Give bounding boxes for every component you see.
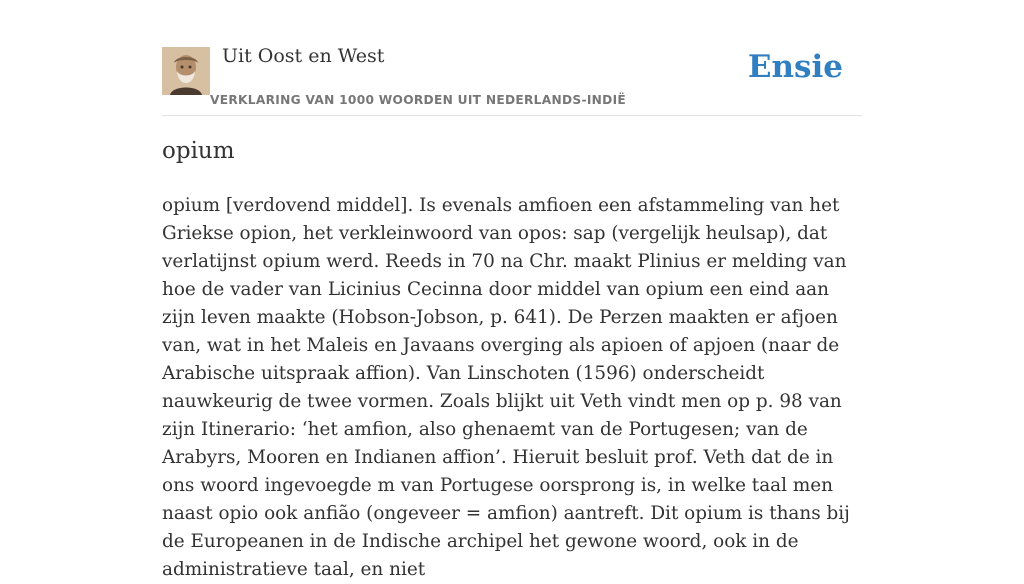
ensie-logo-link[interactable]: Ensie <box>747 49 843 85</box>
source-title[interactable]: Uit Oost en West <box>222 45 385 67</box>
source-subtitle: VERKLARING VAN 1000 WOORDEN UIT NEDERLANDS-INDIË <box>210 93 627 107</box>
entry-title: opium <box>162 138 235 164</box>
entry-body: opium [verdovend middel]. Is evenals amfioen een afstammeling van het Griekse opion, het verkleinwoord van opos: sap (vergelijk heulsap), dat verlatijnst opium werd. Reeds in 70 na Chr. maakt Plinius er melding van hoe de vader van Licinius Cecinna door middel van opium een eind aan zijn leven maakte (Hobson-Jobson, p. 641). De Perzen maakten er afjoen van, wat in het Maleis en Javaans overging als apioen of apjoen (naar de Arabische uitspraak affion). Van Linschoten (1596) onderscheidt nauwkeurig de twee vormen. Zoals blijkt uit Veth vindt men op p. 98 van zijn Itinerario: ‘het amfion, also ghenaemt van de Portugesen; van de Arabyrs, Mooren en Indianen affion’. Hieruit besluit prof. Veth dat de in ons woord ingevoegde m van Portugese oorsprong is, in welke taal men naast opio ook anfião (ongeveer = amfion) aantreft. Dit opium is thans bij de Europeanen in de Indische archipel het gewone woord, ook in de administratieve taal, en niet <box>162 195 850 580</box>
source-header <box>162 0 862 116</box>
author-avatar[interactable] <box>162 47 210 95</box>
author-portrait-icon <box>162 47 210 95</box>
